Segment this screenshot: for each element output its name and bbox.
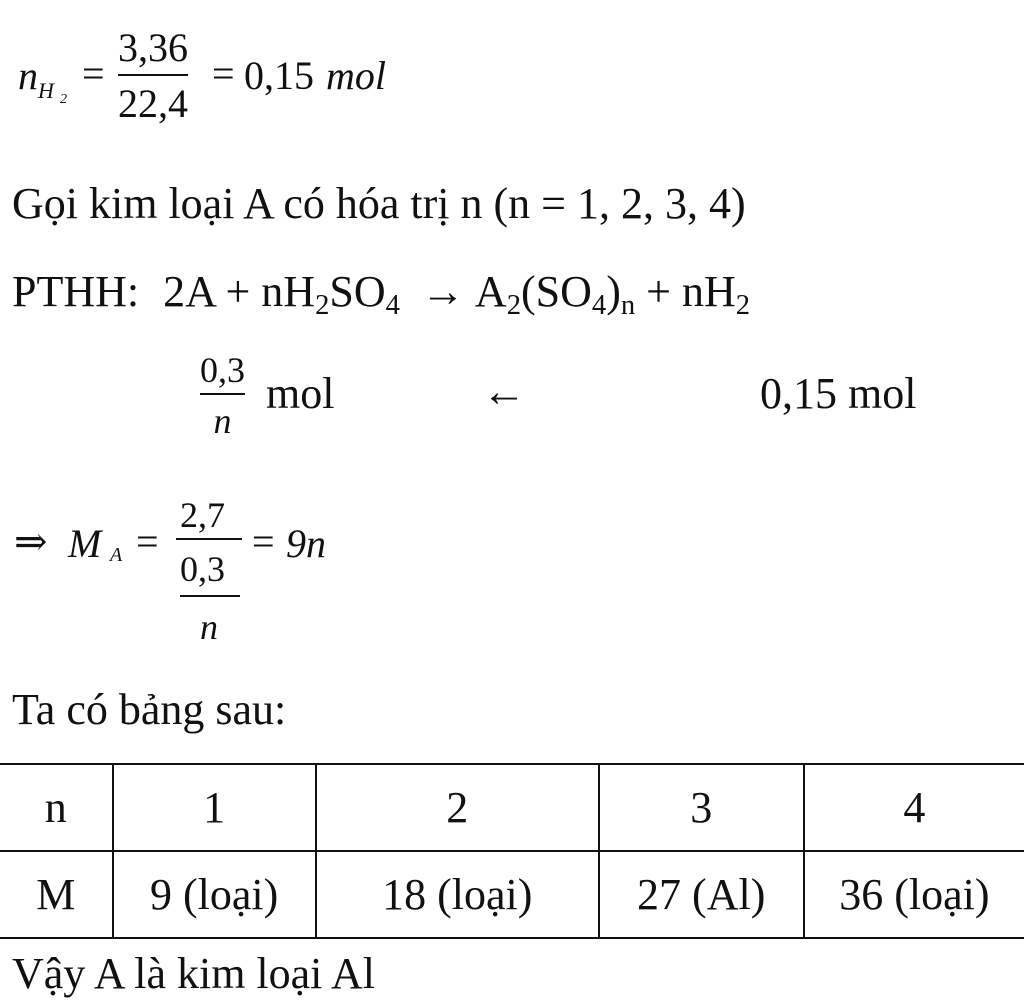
chemical-equation bbox=[12, 267, 751, 321]
moles-unit: mol bbox=[266, 369, 335, 418]
table-cell: 36 (loại) bbox=[804, 851, 1024, 938]
inner-numerator: 0,3 bbox=[180, 549, 225, 589]
table-row bbox=[0, 851, 1024, 938]
equation-text: + nH bbox=[635, 267, 736, 316]
fraction-bar bbox=[118, 74, 188, 76]
equation-label: PTHH: bbox=[12, 267, 140, 316]
subscript: 4 bbox=[385, 290, 400, 321]
outer-fraction-bar bbox=[176, 538, 242, 540]
fraction-denominator: n bbox=[213, 401, 232, 441]
table-cell: 2 bbox=[316, 764, 599, 851]
table-cell: n bbox=[0, 764, 113, 851]
moles-unit: mol bbox=[326, 53, 386, 98]
molar-mass-result bbox=[286, 520, 326, 567]
equals-sign: = bbox=[82, 51, 105, 96]
conclusion: Vậy A là kim loại Al bbox=[12, 949, 375, 998]
inner-fraction-bar bbox=[180, 595, 240, 597]
reaction-arrow: → bbox=[420, 267, 465, 316]
result-text: 9n bbox=[286, 521, 326, 566]
moles-value: 0,15 bbox=[244, 53, 314, 98]
outer-numerator: 2,7 bbox=[180, 495, 225, 535]
moles-h2-value: 0,15 mol bbox=[760, 369, 917, 418]
table-cell: 27 (Al) bbox=[599, 851, 804, 938]
table-cell: 18 (loại) bbox=[316, 851, 599, 938]
subscript: n bbox=[620, 290, 636, 321]
molar-mass-symbol: M bbox=[68, 521, 102, 566]
fraction-volume bbox=[118, 25, 188, 126]
table-intro: Ta có bảng sau: bbox=[12, 685, 287, 734]
left-arrow: ← bbox=[482, 367, 526, 416]
table-cell: 3 bbox=[599, 764, 804, 851]
table-cell: 9 (loại) bbox=[113, 851, 316, 938]
equation-products: A bbox=[474, 267, 507, 316]
molar-mass-subscript: A bbox=[110, 544, 123, 566]
valence-statement: Gọi kim loại A có hóa trị n (n = 1, 2, 3, 4) bbox=[12, 179, 746, 228]
equation-text: SO bbox=[329, 267, 386, 316]
moles-subsubscript: 2 bbox=[60, 92, 67, 107]
subscript: 2 bbox=[506, 290, 521, 321]
equals-sign: = bbox=[252, 519, 275, 564]
table-cell: 4 bbox=[804, 764, 1024, 851]
fraction-denominator: 22,4 bbox=[118, 81, 188, 126]
equals-sign: = bbox=[212, 51, 235, 96]
equation-reactants: 2A + nH bbox=[163, 267, 316, 316]
table-cell: 1 bbox=[113, 764, 316, 851]
subscript: 2 bbox=[735, 290, 751, 321]
fraction-numerator: 0,3 bbox=[200, 350, 245, 390]
equation-text: (SO bbox=[520, 267, 592, 316]
fraction-numerator: 3,36 bbox=[118, 25, 188, 70]
moles-subscript: H bbox=[38, 78, 54, 103]
subscript: 4 bbox=[591, 290, 607, 321]
moles-symbol: n bbox=[18, 53, 38, 98]
valence-table bbox=[0, 763, 1024, 939]
equation-text: ) bbox=[606, 267, 621, 316]
implies-symbol: ⇒ bbox=[14, 519, 48, 564]
table-cell: M bbox=[0, 851, 113, 938]
fraction-bar bbox=[200, 393, 245, 395]
equals-sign: = bbox=[136, 519, 159, 564]
subscript: 2 bbox=[315, 290, 330, 321]
table-row bbox=[0, 764, 1024, 851]
inner-denominator: n bbox=[200, 607, 218, 647]
fraction-moles-a bbox=[200, 352, 245, 439]
